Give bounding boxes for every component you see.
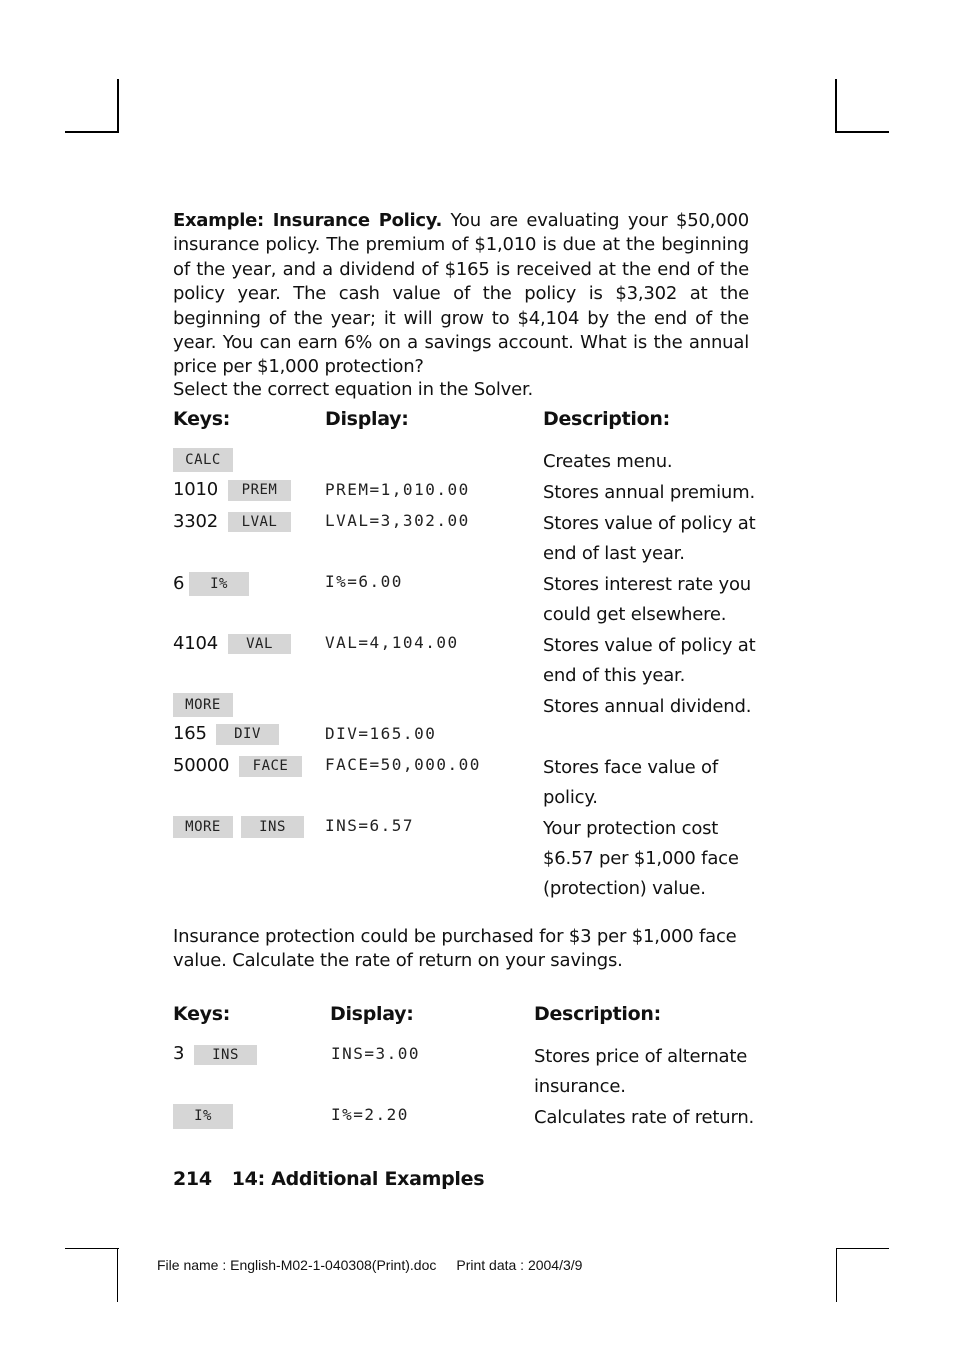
table1-row6-display: DIV=165.00 [325, 724, 437, 743]
more-key[interactable]: MORE [173, 693, 233, 717]
table1-row4-display: VAL=4,104.00 [325, 633, 459, 652]
table1-row7-desc-line1: Stores face value of [543, 757, 718, 778]
crop-mark-bottom-left-v [117, 1248, 118, 1302]
table2-row0-num: 3 [173, 1043, 185, 1064]
table1-row2-num: 3302 [173, 511, 219, 532]
table1-row7-desc-line2: policy. [543, 787, 598, 808]
table1-row3-num: 6 [173, 573, 185, 594]
ins-key-2[interactable]: INS [194, 1045, 257, 1065]
crop-mark-top-right-h [835, 131, 889, 133]
table1-row1-desc: Stores annual premium. [543, 482, 755, 503]
face-key[interactable]: FACE [239, 756, 302, 777]
crop-mark-top-left-v [117, 79, 119, 132]
crop-mark-bottom-left-h [65, 1248, 119, 1249]
calc-key[interactable]: CALC [173, 448, 233, 472]
table2-row0-desc-line2: insurance. [534, 1076, 626, 1097]
ins-key[interactable]: INS [241, 816, 304, 838]
print-date: Print data : 2004/3/9 [456, 1257, 583, 1273]
lval-key[interactable]: LVAL [228, 512, 291, 532]
table1-row2-display: LVAL=3,302.00 [325, 511, 470, 530]
table1-row2-desc-line1: Stores value of policy at [543, 513, 756, 534]
table2-header-keys: Keys: [173, 1003, 231, 1025]
intro-paragraph [173, 209, 749, 380]
table2-row0-display: INS=3.00 [331, 1044, 421, 1063]
table1-row4-num: 4104 [173, 633, 219, 654]
table1-row1-num: 1010 [173, 479, 219, 500]
table1-header-description: Description: [543, 408, 670, 430]
interest-key[interactable]: I% [189, 572, 249, 596]
table1-row4-desc-line1: Stores value of policy at [543, 635, 756, 656]
table1-row8-desc-line1: Your protection cost [543, 818, 719, 839]
table2-row1-display: I%=2.20 [331, 1105, 409, 1124]
table1-row0-desc: Creates menu. [543, 451, 673, 472]
example-title: Example: Insurance Policy. [173, 210, 443, 231]
more-key-2[interactable]: MORE [173, 816, 233, 838]
table1-row7-num: 50000 [173, 755, 230, 776]
table1-row4-desc-line2: end of this year. [543, 665, 686, 686]
div-key[interactable]: DIV [216, 724, 279, 745]
interest-key-2[interactable]: I% [173, 1104, 233, 1129]
table1-row6-num: 165 [173, 723, 207, 744]
table2-row1-desc: Calculates rate of return. [534, 1107, 755, 1128]
table1-row7-display: FACE=50,000.00 [325, 755, 481, 774]
middle-paragraph: Insurance protection could be purchased for $3 per $1,000 face value. Calculate the rate of return on your savings. [173, 926, 737, 972]
chapter-title: 14: Additional Examples [231, 1168, 485, 1190]
crop-mark-bottom-right-h [836, 1248, 889, 1249]
table1-row2-desc-line2: end of last year. [543, 543, 685, 564]
crop-mark-top-right-v [835, 79, 837, 132]
table1-row1-display: PREM=1,010.00 [325, 480, 470, 499]
table1-row3-desc-line2: could get elsewhere. [543, 604, 727, 625]
table1-row5-desc: Stores annual dividend. [543, 696, 752, 717]
table1-row3-desc-line1: Stores interest rate you [543, 574, 752, 595]
table1-row8-desc-line3: (protection) value. [543, 878, 706, 899]
file-info [157, 1257, 582, 1273]
crop-mark-top-left-h [65, 131, 119, 133]
prem-key[interactable]: PREM [228, 480, 291, 501]
table1-row3-display: I%=6.00 [325, 572, 403, 591]
table2-row0-desc-line1: Stores price of alternate [534, 1046, 748, 1067]
table1-row8-display: INS=6.57 [325, 816, 415, 835]
table2-header-display: Display: [330, 1003, 414, 1025]
val-key[interactable]: VAL [228, 634, 291, 654]
page-number: 214 [173, 1168, 212, 1190]
select-instruction: Select the correct equation in the Solver. [173, 379, 534, 400]
table1-row8-desc-line2: $6.57 per $1,000 face [543, 848, 739, 869]
table1-header-display: Display: [325, 408, 409, 430]
table2-header-description: Description: [534, 1003, 661, 1025]
file-name: File name : English-M02-1-040308(Print).doc [157, 1257, 437, 1273]
intro-text: You are evaluating your $50,000 insurance policy. The premium of $1,010 is due at the beginning of the year, and a dividend of $165 is received at the end of the policy year. The cash value of the policy is $3,302 at the beginning of the year; it will grow to $4,104 by the end of the year. You can earn 6% on a savings account. What is the annual price per $1,000 protection? [173, 210, 749, 378]
page-footer [173, 1168, 484, 1190]
crop-mark-bottom-right-v [836, 1248, 837, 1302]
table1-header-keys: Keys: [173, 408, 231, 430]
